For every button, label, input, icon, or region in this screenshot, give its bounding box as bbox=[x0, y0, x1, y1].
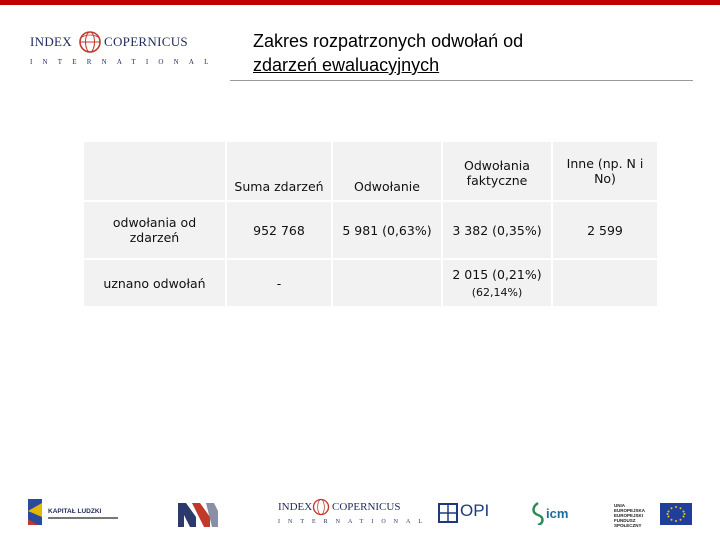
header-cell-odwolanie: Odwołanie bbox=[333, 142, 441, 200]
header-cell-empty bbox=[84, 142, 225, 200]
footer-logo-copernicus: COPERNICUS bbox=[332, 501, 401, 513]
logo-subtitle: INTERNATIONAL bbox=[30, 58, 219, 66]
table-row bbox=[84, 260, 657, 306]
footer-logo-index: INDEX bbox=[278, 501, 313, 513]
title-line-1: Zakres rozpatrzonych odwołań od bbox=[253, 31, 524, 51]
top-accent-bar bbox=[0, 0, 720, 5]
cell-odwolanie bbox=[333, 260, 441, 306]
table-header-row bbox=[84, 142, 657, 200]
kapital-ludzki-text: KAPITAŁ LUDZKI bbox=[48, 508, 102, 515]
opi-emblem-icon bbox=[438, 503, 458, 523]
kapital-ludzki-logo bbox=[26, 495, 126, 531]
appeals-table bbox=[82, 140, 659, 308]
opi-text: OPI bbox=[460, 501, 490, 520]
header-cell-faktyczne: Odwołania faktyczne bbox=[443, 142, 551, 200]
footer-logos bbox=[0, 495, 720, 535]
kapital-ludzki-emblem-icon bbox=[26, 497, 44, 529]
opi-logo bbox=[436, 495, 496, 531]
cell-suma: - bbox=[227, 260, 331, 306]
logo-word-copernicus: COPERNICUS bbox=[104, 34, 188, 49]
icm-logo bbox=[530, 495, 580, 531]
title-divider bbox=[230, 80, 693, 81]
logo-word-index: INDEX bbox=[30, 34, 72, 49]
eu-text: UNIA EUROPEJSKA EUROPEJSKI FUNDUSZ SPOŁECZNY bbox=[614, 503, 645, 528]
globe-emblem-icon bbox=[78, 30, 102, 54]
eu-flag-icon bbox=[660, 503, 692, 525]
index-copernicus-logo bbox=[276, 495, 430, 531]
cell-faktyczne bbox=[443, 260, 551, 306]
globe-emblem-icon bbox=[312, 498, 330, 516]
cell-inne bbox=[553, 260, 657, 306]
mn-emblem-icon bbox=[178, 501, 218, 527]
footer-logo-sub: INTERNATIONAL bbox=[278, 519, 430, 525]
cell-faktyczne-sub: (62,14%) bbox=[471, 286, 523, 299]
icm-emblem-icon bbox=[530, 501, 546, 525]
mn-logo bbox=[178, 495, 220, 531]
cell-faktyczne: 3 382 (0,35%) bbox=[443, 202, 551, 258]
kapital-ludzki-underline bbox=[48, 517, 118, 519]
title-line-2: zdarzeń ewaluacyjnych bbox=[253, 55, 440, 75]
index-copernicus-logo bbox=[28, 30, 219, 72]
header-cell-suma: Suma zdarzeń bbox=[227, 142, 331, 200]
row-label: odwołania od zdarzeń bbox=[84, 202, 225, 258]
cell-suma: 952 768 bbox=[227, 202, 331, 258]
cell-faktyczne-main: 2 015 (0,21%) bbox=[452, 267, 542, 282]
cell-odwolanie: 5 981 (0,63%) bbox=[333, 202, 441, 258]
header-cell-inne: Inne (np. N i No) bbox=[553, 142, 657, 200]
cell-inne: 2 599 bbox=[553, 202, 657, 258]
eu-flag-logo bbox=[614, 495, 694, 531]
row-label: uznano odwołań bbox=[84, 260, 225, 306]
slide-title bbox=[253, 29, 693, 77]
table-row bbox=[84, 202, 657, 258]
icm-text: icm bbox=[546, 506, 569, 521]
